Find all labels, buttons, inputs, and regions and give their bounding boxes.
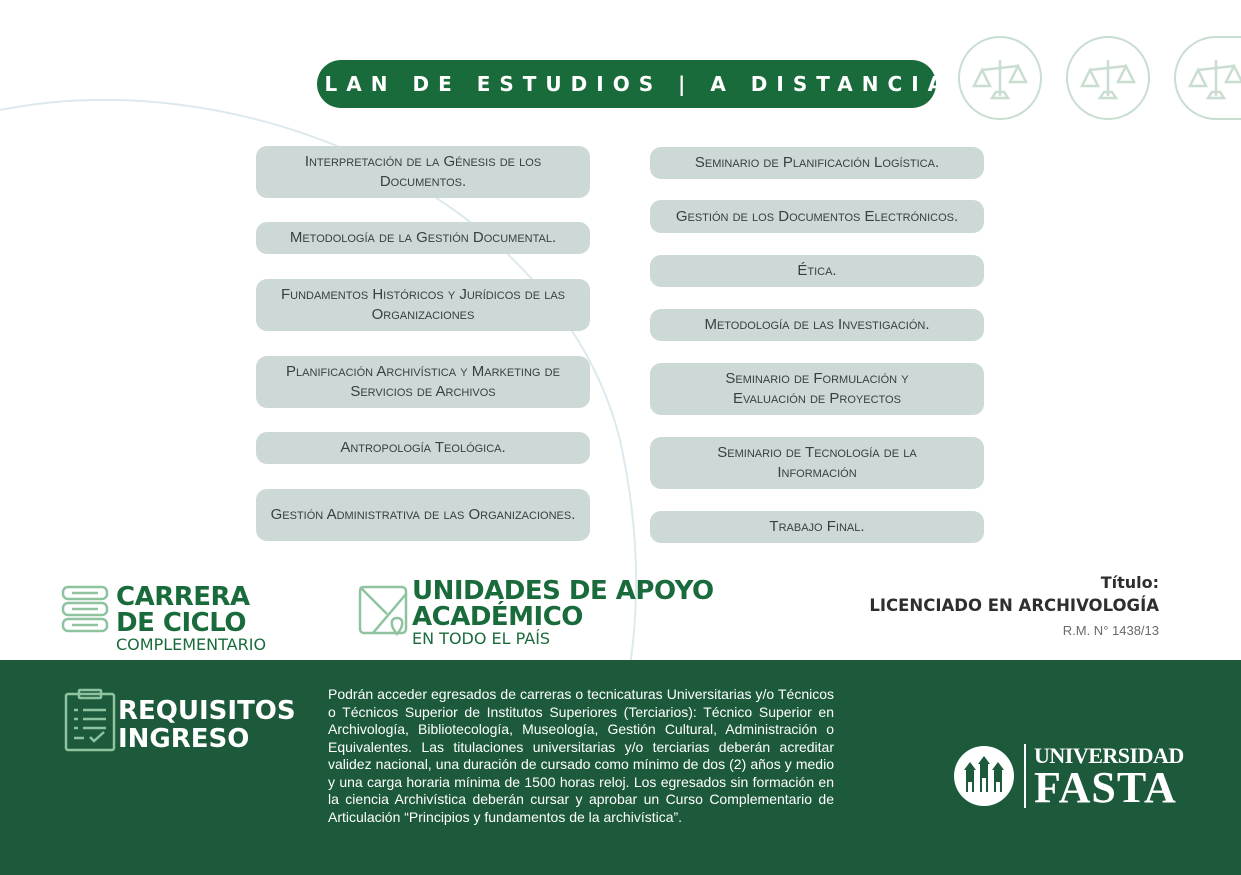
clipboard-checklist-icon [64,688,116,752]
requirements-text: Podrán acceder egresados de carreras o tecnicaturas Universitarias y/o Técnicos o Técnicos Superior de Institutos Superiores (Terciarios): Técnico Superior en Archivología, Bibliotecología, Museología, Gestión Cultural, Administración o Equivalentes. Las titulaciones universitarias y/o terciarias deberán acreditar validez nacional, una duración de cursado como mínimo de dos (2) años y medio y una carga horaria mínima de 1500 horas reloj. Los egresados sin formación en la ciencia Archivística deberán cursar y aprobar un Curso Complementario de Articulación “Principios y fundamentos de la archivística”. [328,686,834,825]
feature-carrera-line2: DE CICLO [116,608,246,638]
course-item: Seminario de Planificación Logística. [650,147,984,179]
requirements-title-line1: REQUISITOS [118,696,296,726]
course-item: Metodología de las Investigación. [650,309,984,341]
course-item: Seminario de Formulación y Evaluación de Proyectos [650,363,984,415]
plan-header [300,60,953,108]
course-item: Metodología de la Gestión Documental. [256,222,590,254]
feature-unidades-line2: ACADÉMICO [412,602,583,632]
feature-carrera-line1: CARRERA [116,582,250,612]
course-item: Gestión Administrativa de las Organizaciones. [256,489,590,541]
course-item: Gestión de los Documentos Electrónicos. [650,200,984,233]
degree-title-block [869,574,1159,638]
feature-unidades-sub: EN TODO EL PAÍS [412,629,551,648]
scales-icon [1066,36,1150,120]
course-item: Fundamentos Históricos y Jurídicos de las Organizaciones [256,279,590,331]
scales-icon [958,36,1042,120]
course-item: Trabajo Final. [650,511,984,543]
plan-header-title: PLAN DE ESTUDIOS | A DISTANCIA [300,72,953,96]
logo-line2: FASTA [1034,763,1177,812]
course-item: Interpretación de la Génesis de los Documentos. [256,146,590,198]
university-logo [952,743,1184,812]
university-emblem-icon [952,744,1016,808]
map-pin-icon [357,584,411,638]
course-item: Antropología Teológica. [256,432,590,464]
course-item: Seminario de Tecnología de la Información [650,437,984,489]
feature-unidades-line1: UNIDADES DE APOYO [412,576,714,606]
course-item: Ética. [650,255,984,287]
course-item: Planificación Archivística y Marketing de Servicios de Archivos [256,356,590,408]
requirements-title-line2: INGRESO [118,724,250,754]
requirements-title [118,697,296,753]
logo-line1: UNIVERSIDAD [1034,743,1184,768]
feature-carrera-sub: COMPLEMENTARIO [116,635,267,654]
degree-resolution: R.M. N° 1438/13 [1062,623,1159,638]
scales-icon [1174,36,1241,120]
degree-title-value: LICENCIADO EN ARCHIVOLOGÍA [869,596,1159,615]
degree-title-label: Título: [1100,573,1159,592]
books-icon [60,584,112,636]
